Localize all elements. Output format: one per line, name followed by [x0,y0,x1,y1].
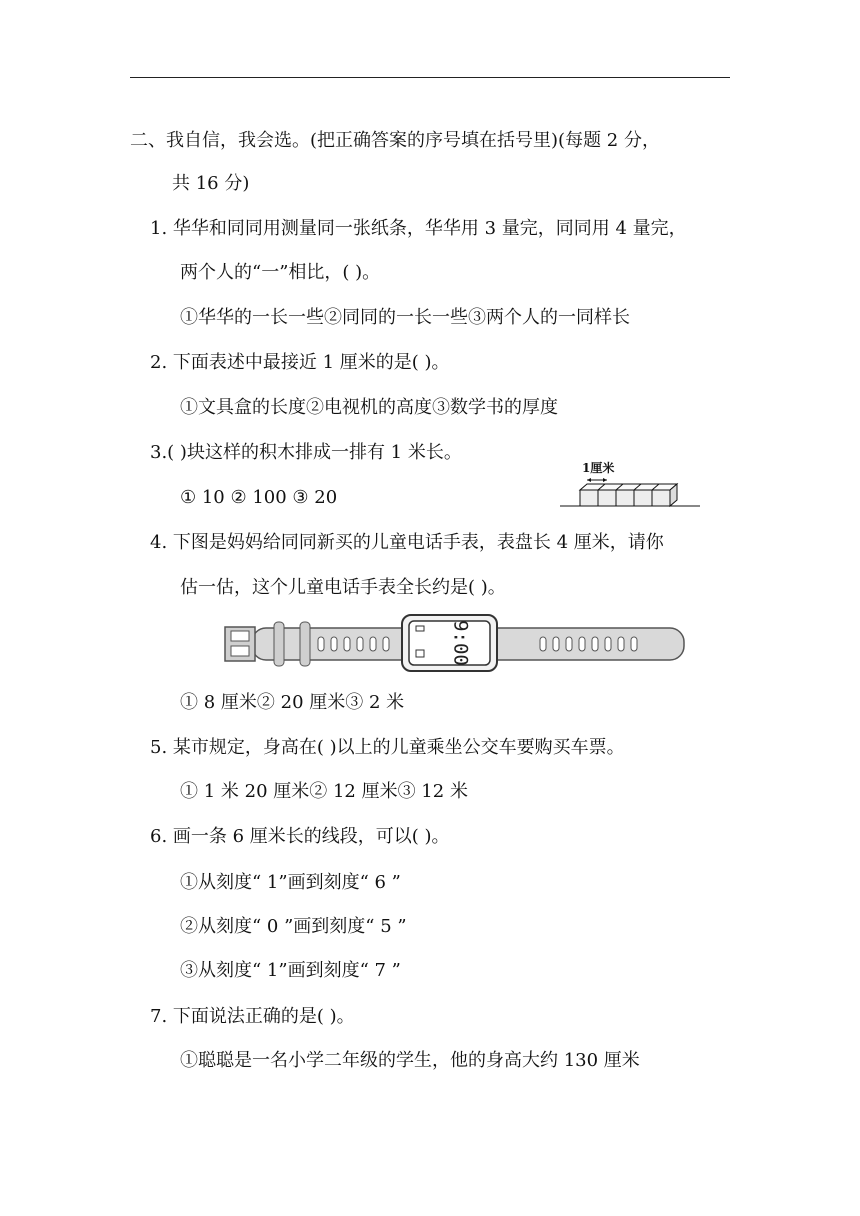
q5-options: ① 1 米 20 厘米② 12 厘米③ 12 米 [180,781,468,802]
q1-options: ①华华的一长一些②同同的一长一些③两个人的一同样长 [180,307,630,328]
blocks-figure [560,460,700,521]
watch-time-text: 9:00 [449,620,472,666]
q3-options: ① 10 ② 100 ③ 20 [180,487,338,508]
header-rule [130,77,730,78]
q4-stem-cont: 估一估，这个儿童电话手表全长约是( )。 [180,577,506,598]
q2-stem: 2. 下面表述中最接近 1 厘米的是( )。 [150,352,450,373]
watch-figure [222,612,687,679]
q1-stem-cont: 两个人的“一”相比，( )。 [180,262,381,283]
section-heading-cont: 共 16 分) [172,173,250,194]
q4-stem: 4. 下图是妈妈给同同新买的儿童电话手表，表盘长 4 厘米，请你 [150,532,664,553]
blocks-drawing [560,460,700,516]
section-heading: 二、我自信，我会选。(把正确答案的序号填在括号里)(每题 2 分， [130,130,660,151]
q2-options: ①文具盒的长度②电视机的高度③数学书的厚度 [180,397,558,418]
q6-option-1: ①从刻度“ 1”画到刻度“ 6 ” [180,872,401,893]
q1-stem: 1. 华华和同同用测量同一张纸条，华华用 3 量完，同同用 4 量完， [150,218,687,239]
q3-stem: 3.( )块这样的积木排成一排有 1 米长。 [150,442,462,463]
blocks-label: 1厘米 [582,461,615,475]
q6-stem: 6. 画一条 6 厘米长的线段，可以( )。 [150,826,450,847]
q4-options: ① 8 厘米② 20 厘米③ 2 米 [180,692,405,713]
watch-drawing [222,612,687,674]
q7-option-1: ①聪聪是一名小学二年级的学生，他的身高大约 130 厘米 [180,1050,640,1071]
q7-stem: 7. 下面说法正确的是( )。 [150,1006,355,1027]
q5-stem: 5. 某市规定，身高在( )以上的儿童乘坐公交车要购买车票。 [150,737,625,758]
q6-option-2: ②从刻度“ 0 ”画到刻度“ 5 ” [180,916,407,937]
q6-option-3: ③从刻度“ 1”画到刻度“ 7 ” [180,960,401,981]
